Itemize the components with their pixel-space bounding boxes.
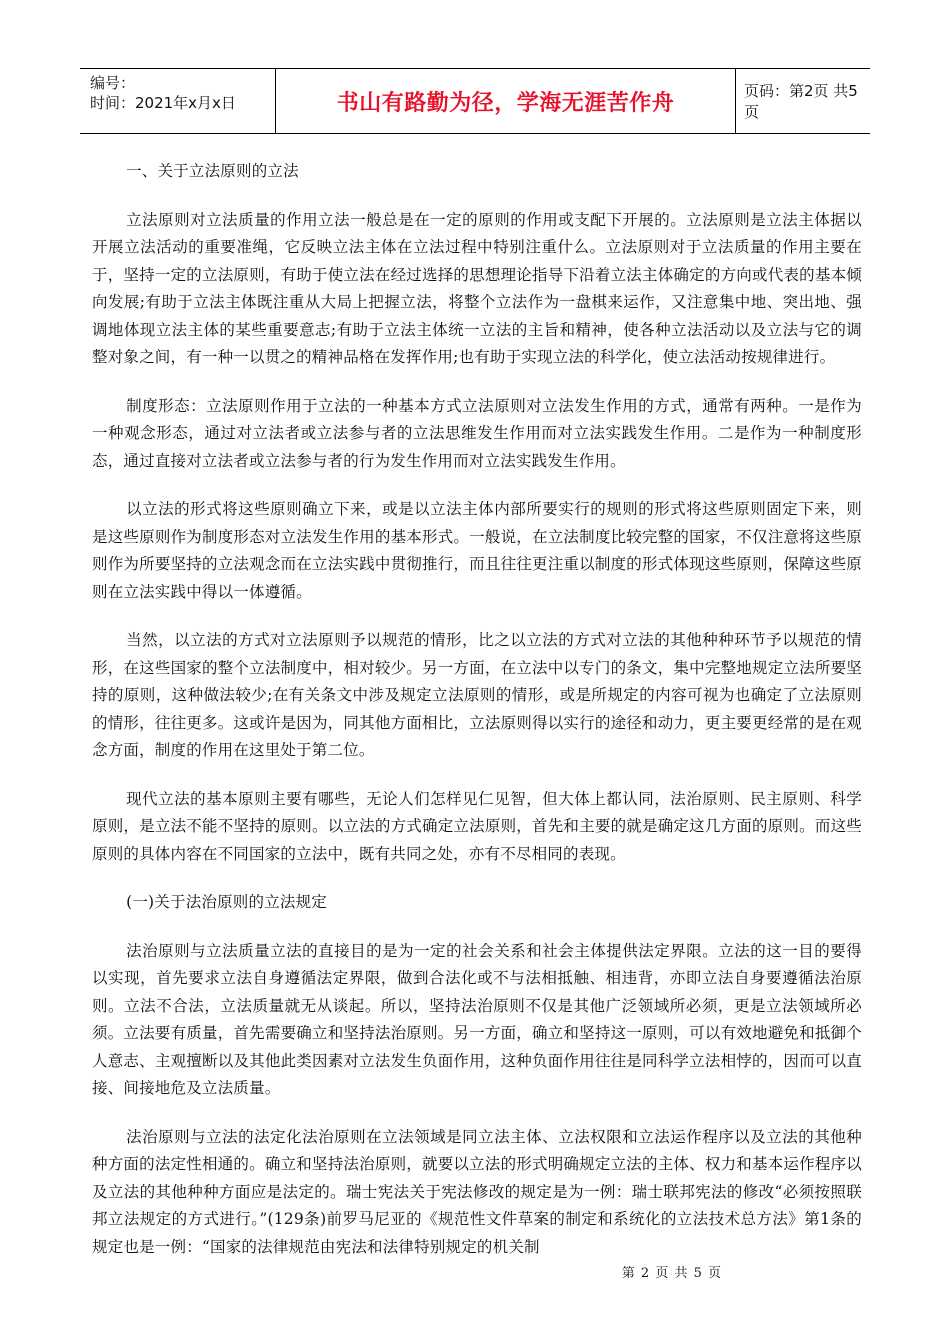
section-heading: 一、关于立法原则的立法 — [126, 162, 299, 180]
body-paragraph: 立法原则对立法质量的作用立法一般总是在一定的原则的作用或支配下开展的。立法原则是立法主体据以开展立法活动的重要准绳，它反映立法主体在立法过程中特别注重什么。立法原则对于立法质量的作用主要在于，坚持一定的立法原则，有助于使立法在经过选择的思想理论指导下沿着立法主体确定的方向或代表的基本倾向发展;有助于立法主体既注重从大局上把握立法，将整个立法作为一盘棋来运作，又注意集中地、突出地、强调地体现立法主体的某些重要意志;有助于立法主体统一立法的主旨和精神，使各种立法活动以及立法与它的调整对象之间，有一种一以贯之的精神品格在发挥作用;也有助于实现立法的科学化，使立法活动按规律进行。 — [92, 210, 862, 366]
body-paragraph: 法治原则与立法质量立法的直接目的是为一定的社会关系和社会主体提供法定界限。立法的这一目的要得以实现，首先要求立法自身遵循法定界限，做到合法化或不与法相抵触、相违背，亦即立法自身要遵循法治原则。立法不合法，立法质量就无从谈起。所以，坚持法治原则不仅是其他广泛领域所必须，更是立法领域所必须。立法要有质量，首先需要确立和坚持法治原则。另一方面，确立和坚持这一原则，可以有效地避免和抵御个人意志、主观擅断以及其他此类因素对立法发生负面作用，这种负面作用往往是同科学立法相悖的，因而可以直接、间接地危及立法质量。 — [92, 941, 862, 1097]
document-date-label: 时间：2021年x月x日 — [90, 94, 236, 112]
page-header — [80, 68, 870, 134]
header-motto: 书山有路勤为径，学海无涯苦作舟 — [276, 69, 736, 133]
subsection-heading: (一)关于法治原则的立法规定 — [126, 893, 327, 911]
body-paragraph: 法治原则与立法的法定化法治原则在立法领域是同立法主体、立法权限和立法运作程序以及立法的其他种种方面的法定性相通的。确立和坚持法治原则，就要以立法的形式明确规定立法的主体、权力和基本运作程序以及立法的其他种种方面应是法定的。瑞士宪法关于宪法修改的规定是为一例：瑞士联邦宪法的修改“必须按照联邦立法规定的方式进行。”(129条)前罗马尼亚的《规范性文件草案的制定和系统化的立法技术总方法》第1条的规定也是一例：“国家的法律规范由宪法和法律特别规定的机关制 — [92, 1127, 862, 1256]
body-paragraph: 以立法的形式将这些原则确立下来，或是以立法主体内部所要实行的规则的形式将这些原则固定下来，则是这些原则作为制度形态对立法发生作用的基本形式。一般说，在立法制度比较完整的国家，不仅注意将这些原则作为所要坚持的立法观念而在立法实践中贯彻推行，而且往往更注重以制度的形式体现这些原则，保障这些原则在立法实践中得以一体遵循。 — [92, 500, 862, 601]
body-paragraph: 制度形态：立法原则作用于立法的一种基本方式立法原则对立法发生作用的方式，通常有两种。一是作为一种观念形态，通过对立法者或立法参与者的立法思维发生作用而对立法实践发生作用。二是作为一种制度形态，通过直接对立法者或立法参与者的行为发生作用而对立法实践发生作用。 — [92, 396, 862, 470]
document-body — [92, 158, 862, 1282]
document-number-label: 编号： — [90, 74, 136, 92]
header-meta — [80, 69, 276, 133]
body-paragraph: 现代立法的基本原则主要有哪些，无论人们怎样见仁见智，但大体上都认同，法治原则、民主原则、科学原则，是立法不能不坚持的原则。以立法的方式确定立法原则，首先和主要的就是确定这几方面的原则。而这些原则的具体内容在不同国家的立法中，既有共同之处，亦有不尽相同的表现。 — [92, 789, 862, 863]
page-footer: 第 2 页 共 5 页 — [621, 1266, 722, 1281]
body-paragraph: 当然，以立法的方式对立法原则予以规范的情形，比之以立法的方式对立法的其他种种环节予以规范的情形，在这些国家的整个立法制度中，相对较少。另一方面，在立法中以专门的条文，集中完整地规定立法所要坚持的原则，这种做法较少;在有关条文中涉及规定立法原则的情形，或是所规定的内容可视为也确定了立法原则的情形，往往更多。这或许是因为，同其他方面相比，立法原则得以实行的途径和动力，更主要更经常的是在观念方面，制度的作用在这里处于第二位。 — [92, 631, 862, 759]
header-page-label: 页码：第2页 共5页 — [744, 82, 858, 121]
